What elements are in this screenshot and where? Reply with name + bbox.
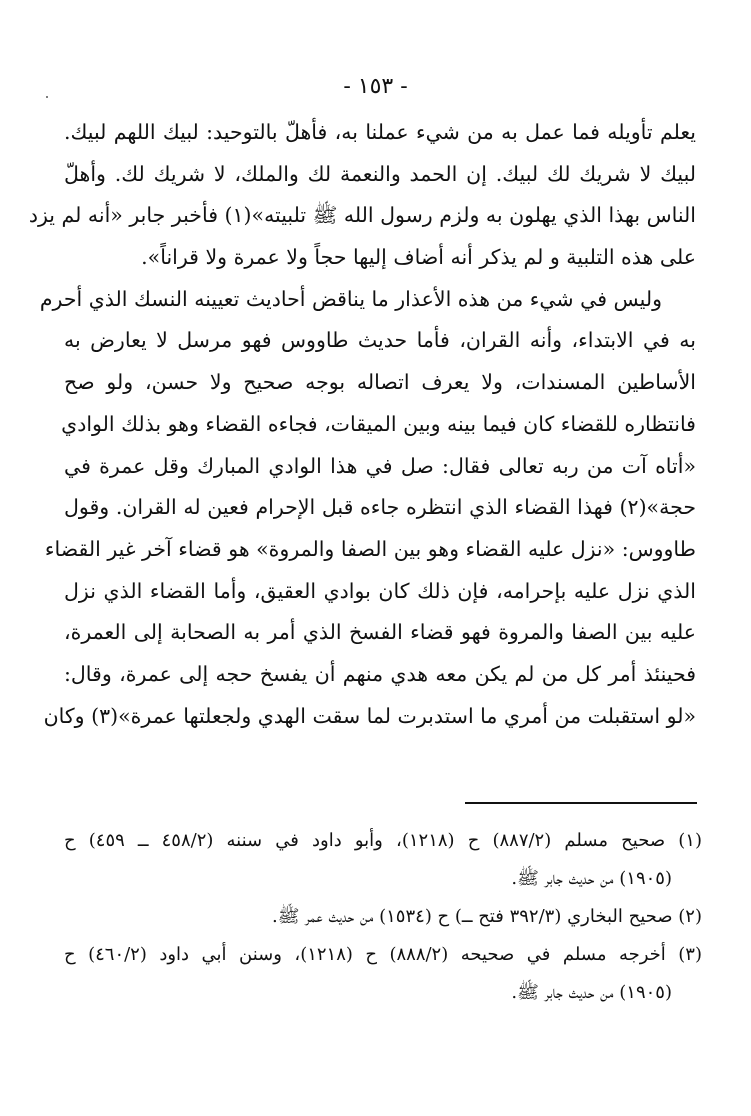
- footnote-separator: [465, 802, 697, 804]
- text-line: فانتظاره للقضاء كان فيما بينه وبين الميقات، فجاءه القضاء وهو بذلك الوادي: [61, 411, 696, 436]
- page-number: - ١٥٣ -: [343, 74, 408, 99]
- text-line: على هذه التلبية و لم يذكر أنه أضاف إليها حجاً ولا عمرة ولا قراناً».: [141, 245, 696, 270]
- text-line: يعلم تأويله فما عمل به من شيء عملنا به، فأهلّ بالتوحيد: لبيك اللهم لبيك.: [64, 120, 696, 144]
- text-line: وليس في شيء من هذه الأعذار ما يناقض أحاديث تعيينه النسك الذي أحرم: [39, 286, 662, 311]
- text-line: حجة»(٢) فهذا القضاء الذي انتظره جاءه قبل الإحرام فعين له القران. وقول: [64, 495, 696, 520]
- footnote-2: (٢) صحيح البخاري (٣٩٢/٣ فتح ــ) ح (١٥٣٤) من حديث عمر ﷺ.: [271, 906, 702, 927]
- footnotes: [64, 822, 702, 1012]
- text-line: به في الابتداء، وأنه القران، فأما حديث طاووس فهو مرسل لا يعارض به: [64, 328, 696, 353]
- text-line: طاووس: «نزل عليه القضاء وهو بين الصفا والمروة» هو قضاء آخر غير القضاء: [44, 536, 696, 561]
- text-line: «أتاه آت من ربه تعالى فقال: صل في هذا الوادي المبارك وقل عمرة في: [64, 453, 696, 478]
- text-line: الذي نزل عليه بإحرامه، فإن ذلك كان بوادي العقيق، وأما القضاء الذي نزل: [64, 578, 696, 603]
- text-line: فحينئذ أمر كل من لم يكن معه هدي منهم أن يفسخ حجه إلى عمرة، وقال:: [64, 661, 696, 686]
- text-line: لبيك لا شريك لك لبيك. إن الحمد والنعمة لك والملك، لا شريك لك. وأهلّ: [64, 161, 696, 186]
- footnote-1-line-1: (١) صحيح مسلم (٨٨٧/٢) ح (١٢١٨)، وأبو داود في سننه (٤٥٨/٢ ــ ٤٥٩) ح: [64, 830, 702, 851]
- text-line: الأساطين المسندات، ولا يعرف اتصاله بوجه صحيح ولا حسن، ولو صح: [64, 370, 696, 395]
- footnote-3-line-1: (٣) أخرجه مسلم في صحيحه (٨٨٨/٢) ح (١٢١٨)، وسنن أبي داود (٤٦٠/٢) ح: [64, 944, 702, 965]
- text-line: عليه بين الصفا والمروة فهو قضاء الفسخ الذي أمر به الصحابة إلى العمرة،: [64, 620, 696, 645]
- text-line: «لو استقبلت من أمري ما استدبرت لما سقت الهدي ولجعلتها عمرة»(٣) وكان: [43, 703, 696, 728]
- text-line: الناس بهذا الذي يهلون به ولزم رسول الله ﷺ تلبيته»(١) فأخبر جابر «أنه لم يزد: [28, 203, 696, 228]
- main-text: [28, 112, 696, 737]
- footnote-3-line-2: (١٩٠٥) من حديث جابر ﷺ.: [511, 982, 672, 1003]
- footnote-1-line-2: (١٩٠٥) من حديث جابر ﷺ.: [511, 868, 672, 889]
